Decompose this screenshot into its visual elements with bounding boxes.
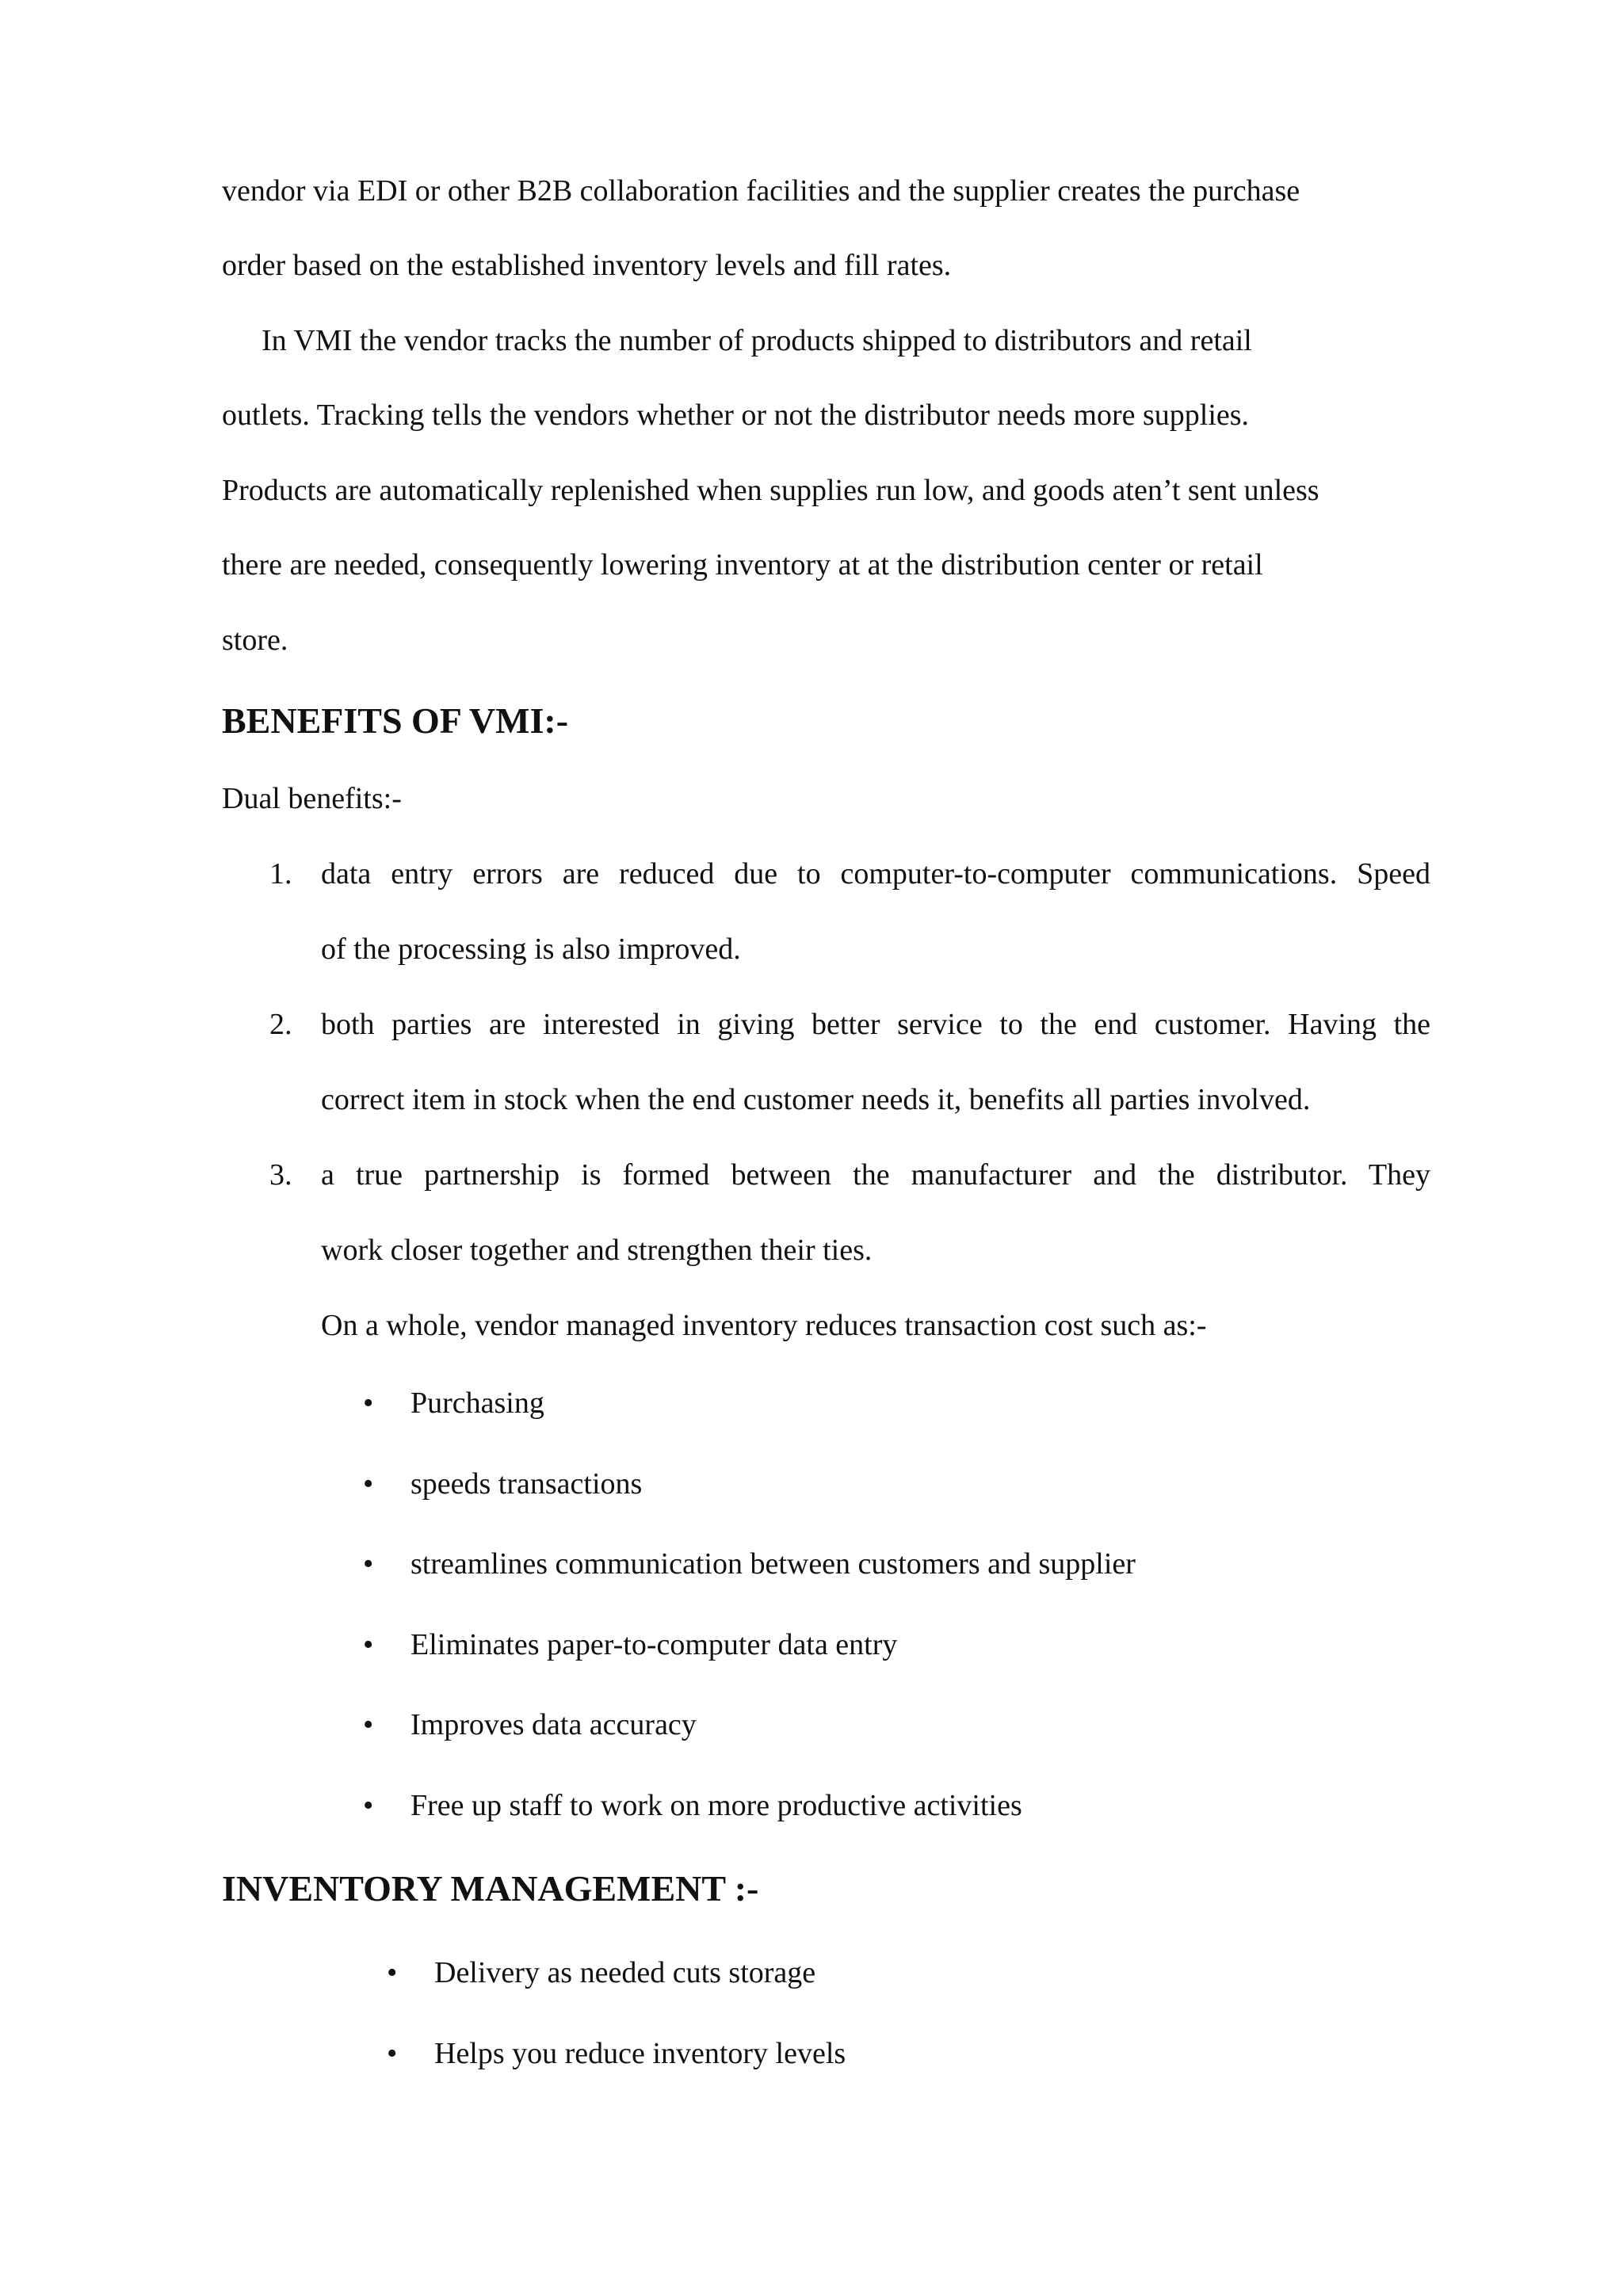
bullet-item: Eliminates paper-to-computer data entry: [411, 1628, 898, 1661]
bullet-item: streamlines communication between customers and supplier: [411, 1547, 1136, 1581]
bullet-icon: •: [387, 2037, 398, 2070]
list-item-line: a true partnership is formed between the manufacturer and the distributor. They: [321, 1158, 1430, 1192]
bullet-item: Delivery as needed cuts storage: [434, 1956, 816, 1989]
list-number: 3.: [269, 1158, 292, 1192]
list-number: 2.: [269, 1008, 292, 1041]
benefits-intro: Dual benefits:-: [222, 782, 402, 815]
list-item-line: both parties are interested in giving better service to the end customer. Having the: [321, 1008, 1430, 1041]
paragraph-line: outlets. Tracking tells the vendors whether or not the distributor needs more supplies.: [222, 399, 1250, 432]
paragraph-line: there are needed, consequently lowering inventory at at the distribution center or retail: [222, 548, 1263, 582]
bullet-item: speeds transactions: [411, 1467, 643, 1501]
paragraph-line: store.: [222, 624, 288, 657]
bullet-icon: •: [363, 1386, 374, 1420]
bullet-item: Improves data accuracy: [411, 1708, 697, 1741]
bullet-icon: •: [387, 1956, 398, 1989]
bullet-icon: •: [363, 1547, 374, 1581]
list-item-line: of the processing is also improved.: [321, 933, 741, 966]
section-heading-inventory: INVENTORY MANAGEMENT :-: [222, 1868, 759, 1909]
bullet-item: Purchasing: [411, 1386, 544, 1420]
bullet-item: Helps you reduce inventory levels: [434, 2037, 846, 2070]
list-item-line: data entry errors are reduced due to computer-to-computer communications. Speed: [321, 857, 1430, 891]
paragraph-line: In VMI the vendor tracks the number of products shipped to distributors and retail: [262, 324, 1252, 357]
summary-line: On a whole, vendor managed inventory reduces transaction cost such as:-: [321, 1309, 1207, 1342]
bullet-icon: •: [363, 1708, 374, 1741]
bullet-item: Free up staff to work on more productive activities: [411, 1789, 1022, 1822]
list-item-line: work closer together and strengthen their ties.: [321, 1234, 873, 1267]
list-item-line: correct item in stock when the end customer needs it, benefits all parties involved.: [321, 1083, 1311, 1116]
section-heading-benefits: BENEFITS OF VMI:-: [222, 700, 569, 741]
bullet-icon: •: [363, 1789, 374, 1822]
paragraph-line: vendor via EDI or other B2B collaboration facilities and the supplier creates the purchase: [222, 174, 1300, 208]
bullet-icon: •: [363, 1628, 374, 1661]
bullet-icon: •: [363, 1467, 374, 1501]
list-number: 1.: [269, 857, 292, 891]
paragraph-line: order based on the established inventory levels and fill rates.: [222, 249, 952, 282]
paragraph-line: Products are automatically replenished when supplies run low, and goods aten’t sent unless: [222, 474, 1319, 507]
